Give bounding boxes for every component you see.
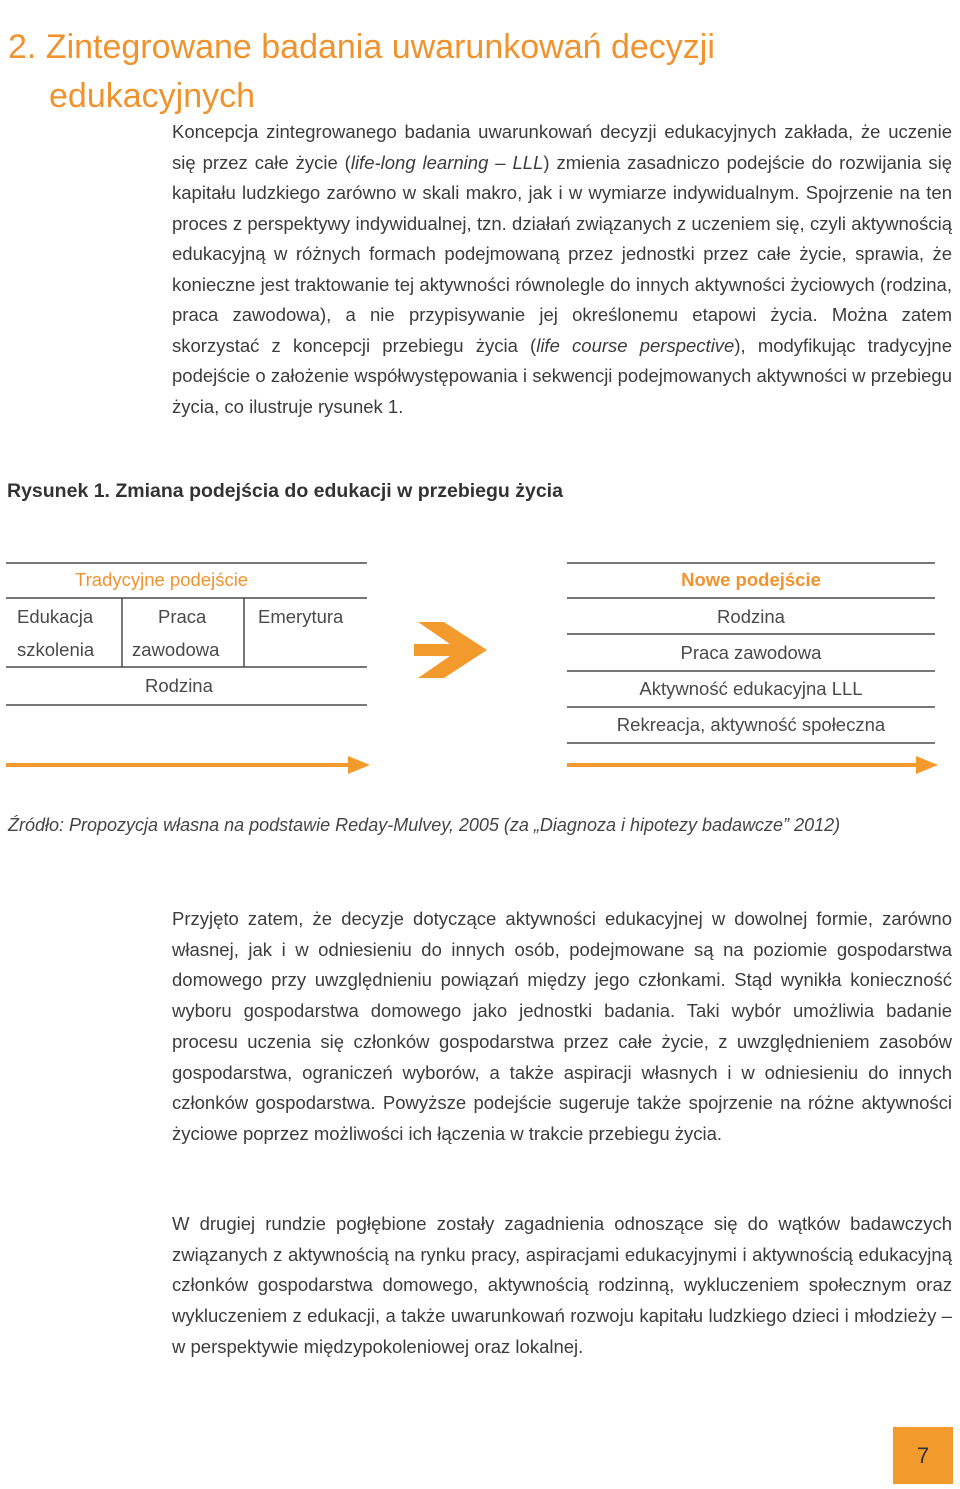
body-paragraph-3: W drugiej rundzie pogłębione zostały zagadnienia odnoszące się do wątków badawczych związanych z aktywnością na rynku pracy, aspiracjami edukacyjnymi i aktywnością edukacyjną członków gospodarstwa domowego, aktywnością rodzinną, wykluczeniem społecznym oraz wykluczeniem z edukacji, a także uwarunkowań rozwoju kapitału ludzkiego dzieci i młodzieży – w perspektywie międzypokoleniowej oraz lokalnej.	[172, 1213, 952, 1357]
trad-col2-line2: zawodowa	[132, 639, 220, 660]
new-timeline-arrowhead-icon	[916, 756, 938, 774]
new-row-1: Rodzina	[717, 606, 785, 627]
intro-italic-term1: life-long learning – LLL	[350, 151, 544, 173]
page-number: 7	[893, 1427, 953, 1484]
new-row-2: Praca zawodowa	[680, 642, 822, 663]
intro-italic-term2: life course perspective	[536, 334, 735, 356]
trad-timeline-arrowhead-icon	[348, 756, 370, 774]
trad-header: Tradycyjne podejście	[75, 569, 249, 590]
section-title-line1: 2. Zintegrowane badania uwarunkowań decyzji	[8, 27, 715, 66]
body-paragraph-2: Przyjęto zatem, że decyzje dotyczące aktywności edukacyjnej w dowolnej formie, zarówno własnej, jak i w odniesieniu do innych osób, podejmowane są na poziomie gospodarstwa domowego przy uwzględnieniu powiązań między jego członkami. Stąd wynikła konieczność wyboru gospodarstwa domowego jako jednostki badania. Taki wybór umożliwia badanie procesu uczenia się członków gospodarstwa przez całe życie, z uwzględnieniem zasobów gospodarstwa, ograniczeń wyborów, a także aspiracji własnych i w odniesieniu do innych członków gospodarstwa. Powyższe podejście sugeruje także spojrzenie na różne aktywności życiowe poprzez możliwości ich łączenia w trakcie przebiegu życia.	[172, 908, 952, 1144]
trad-row2: Rodzina	[145, 675, 213, 696]
figure-caption: Rysunek 1. Zmiana podejścia do edukacji w przebiegu życia	[7, 480, 563, 502]
figure-source: Źródło: Propozycja własna na podstawie Reday-Mulvey, 2005 (za „Diagnoza i hipotezy badawcze” 2012)	[8, 815, 841, 835]
intro-text-part2: ) zmienia zasadniczo podejście do rozwijania się kapitału ludzkiego zarówno w skali makro, jak i w wymiarze indywidualnym. Spojrzenie na ten proces z perspektywy indywidualnej, tzn. działań związanych z uczeniem się, czyli aktywnością edukacyjną w różnych formach podejmowaną przez jednostki przez całe życie, sprawia, że konieczne jest traktowanie tej aktywności równolegle do innych aktywności życiowych (rodzina, praca zawodowa), a nie przypisywanie jej określonemu etapowi życia. Można zatem skorzystać z koncepcji przebiegu życia (	[172, 151, 952, 356]
new-header: Nowe podejście	[681, 569, 821, 590]
trad-col1-line2: szkolenia	[17, 639, 95, 660]
transition-arrow-icon	[414, 622, 487, 678]
intro-text-part3: ), modyfikując tradycyjne podejście o założenie współwystępowania i sekwencji podejmowanych aktywności w przebiegu życia, co ilustruje rysunek 1.	[172, 334, 952, 417]
intro-text-part1: Koncepcja zintegrowanego badania uwarunkowań decyzji edukacyjnych zakłada, że uczenie się przez całe życie (	[172, 121, 952, 173]
trad-col2-line1: Praca	[158, 606, 207, 627]
trad-col3: Emerytura	[258, 606, 344, 627]
trad-col1-line1: Edukacja	[17, 606, 94, 627]
new-row-4: Rekreacja, aktywność społeczna	[616, 714, 886, 735]
new-row-3: Aktywność edukacyjna LLL	[639, 678, 863, 699]
section-title-line2: edukacyjnych	[49, 76, 256, 115]
